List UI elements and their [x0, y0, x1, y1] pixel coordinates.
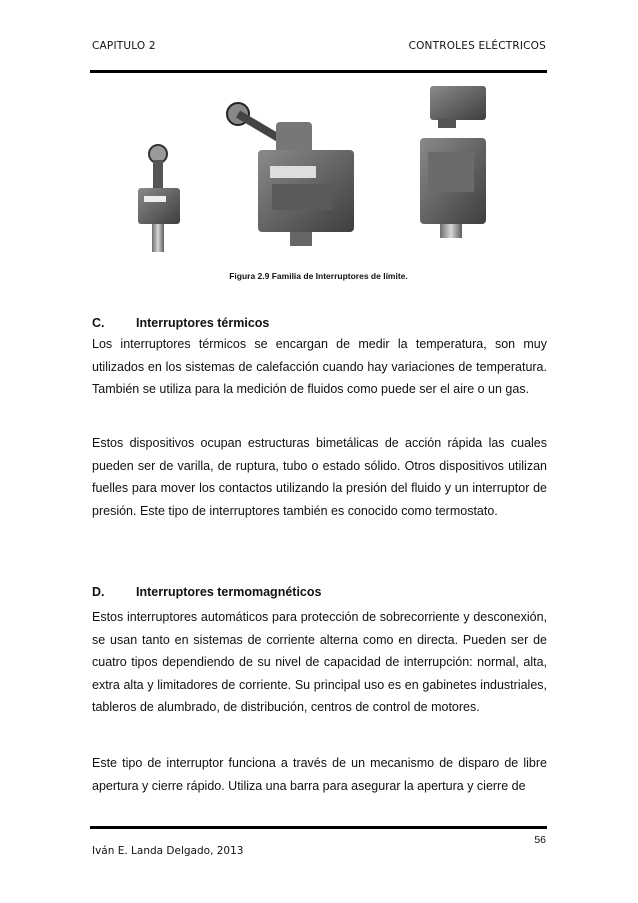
figure-caption: Figura 2.9 Familia de Interruptores de límite. [229, 271, 408, 281]
section-d-letter: D. [92, 585, 105, 599]
section-d-paragraph-1: Estos interruptores automáticos para protección de sobrecorriente y desconexión, se usan tanto en sistemas de corriente alterna como en directa. Pueden ser de cuatro tipos dependiendo de su nivel de capacidad de interrupción: normal, alta, extra alta y limitadores de corriente. Su principal uso es en gabinetes industriales, tableros de alumbrado, de distribución, centros de control de motores. [92, 610, 547, 714]
section-c-heading [92, 316, 269, 330]
section-c-paragraph-1: Los interruptores térmicos se encargan de medir la temperatura, son muy utilizados en los sistemas de calefacción cuando hay variaciones de temperatura. También se utiliza para la medición de fluidos como puede ser el aire o un gas. [92, 337, 547, 396]
footer-author: Iván E. Landa Delgado, 2013 [92, 845, 244, 857]
header-rule [90, 70, 547, 73]
section-d-heading [92, 585, 321, 599]
limit-switch-figure [120, 82, 500, 252]
section-d-title: Interruptores termomagnéticos [136, 585, 322, 599]
section-d-paragraph-2: Este tipo de interruptor funciona a través de un mecanismo de disparo de libre apertura y cierre rápido. Utiliza una barra para asegurar la apertura y cierre de [92, 756, 547, 793]
lever-limit-switch [227, 103, 354, 246]
header-section: CONTROLES ELÉCTRICOS [408, 40, 546, 52]
small-limit-switch [138, 145, 180, 252]
page-number: 56 [534, 834, 546, 846]
header-chapter: CAPITULO 2 [92, 40, 156, 52]
section-c-letter: C. [92, 316, 105, 330]
section-c-title: Interruptores térmicos [136, 316, 270, 330]
footer-rule [90, 826, 547, 829]
section-c-paragraph-2: Estos dispositivos ocupan estructuras bimetálicas de acción rápida las cuales pueden ser de varilla, de ruptura, tubo o estado sólido. Otros dispositivos utilizan fuelles para mover los contactos utilizando la presión del fluido y un interruptor de presión. Este tipo de interruptores también es conocido como termostato. [92, 436, 547, 518]
proximity-switch [420, 86, 486, 238]
